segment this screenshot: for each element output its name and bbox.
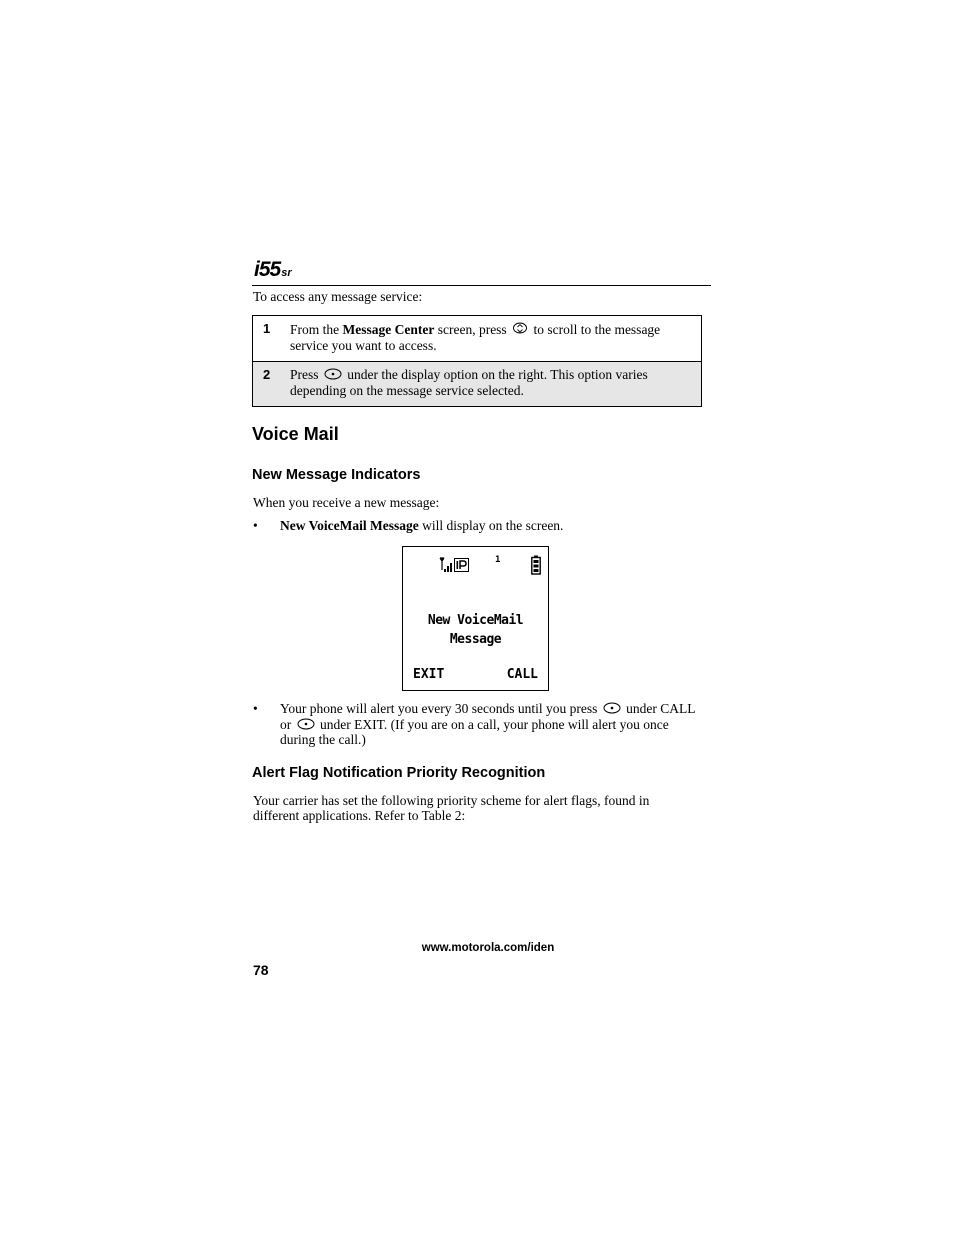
bullet-text <box>280 519 703 534</box>
subsection-title-new-message: New Message Indicators <box>252 467 421 483</box>
bullet-dot: • <box>253 701 258 716</box>
step-text-part: Press <box>290 367 322 382</box>
bullet-text <box>280 702 703 748</box>
page-number: 78 <box>253 962 269 978</box>
subsection-title-alert-flag: Alert Flag Notification Priority Recognition <box>252 765 546 781</box>
status-bar <box>403 555 548 575</box>
header-rule <box>252 285 711 286</box>
steps-table <box>252 315 702 407</box>
intro-text: To access any message service: <box>253 289 423 304</box>
option-key-icon <box>603 702 621 718</box>
step-bold-term: Message Center <box>342 322 435 337</box>
bullet-dot: • <box>253 518 258 533</box>
line-one-icon: 1 <box>495 555 501 565</box>
bullet-text-part: under CALL or <box>280 701 695 732</box>
phone-message-line1: New VoiceMail <box>427 613 524 628</box>
softkey-call: CALL <box>506 667 538 682</box>
option-key-icon <box>324 368 342 384</box>
packet-data-icon <box>454 558 469 577</box>
bullet-item <box>253 702 703 748</box>
step-text-part: to scroll to the message service you want to access. <box>290 322 661 353</box>
step-row-1 <box>253 316 701 361</box>
step-text <box>290 368 691 398</box>
step-text-part: From the <box>290 322 343 337</box>
model-logo-main: i55 <box>254 258 281 281</box>
step-number: 2 <box>263 367 271 382</box>
bullet-text-part: Your phone will alert you every 30 seconds until you press <box>280 701 601 716</box>
footer-url: www.motorola.com/iden <box>421 942 555 954</box>
phone-message-line2: Message <box>449 632 502 647</box>
step-text-part: under the display option on the right. This option varies depending on the message service selected. <box>290 367 648 398</box>
option-key-icon <box>297 718 315 734</box>
bullet-text-part: under EXIT. (If you are on a call, your phone will alert you once during the call.) <box>280 716 669 747</box>
battery-icon <box>531 555 541 580</box>
alert-flag-body: Your carrier has set the following priority scheme for alert flags, found in different applications. Refer to Table 2: <box>253 793 650 823</box>
bullet-text-part: will display on the screen. <box>418 518 564 533</box>
step-text-part: screen, press <box>434 322 511 337</box>
scroll-key-icon <box>512 322 528 339</box>
step-number: 1 <box>263 321 271 336</box>
section-title: Voice Mail <box>252 424 339 444</box>
step-row-2 <box>253 361 701 406</box>
bullet-bold-term: New VoiceMail Message <box>280 518 419 533</box>
model-logo <box>254 258 292 280</box>
softkey-exit: EXIT <box>413 667 445 682</box>
signal-strength-icon <box>439 557 452 578</box>
step-text <box>290 322 691 353</box>
phone-message <box>403 611 548 649</box>
model-logo-suffix: sr <box>281 267 292 279</box>
new-message-intro: When you receive a new message: <box>253 495 440 510</box>
bullet-item <box>253 519 703 534</box>
phone-display <box>402 546 549 691</box>
